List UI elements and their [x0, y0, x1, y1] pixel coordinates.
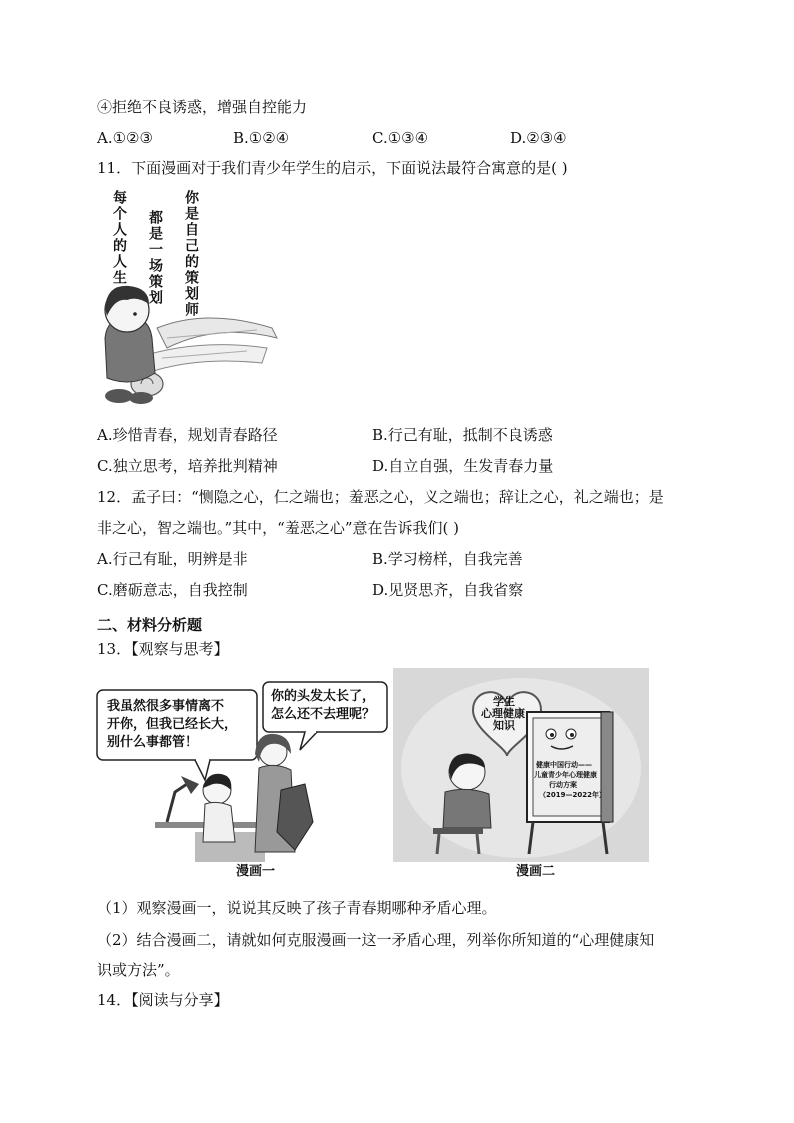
cartoon1-bubble-left-line2: 开你，但我已经长大，: [107, 717, 238, 732]
cartoon-text-col3: 你是自己的策划师: [183, 190, 199, 318]
q11-option-a: A.珍惜青春，规划青春路径: [97, 426, 278, 444]
q13-cartoon-1: [95, 672, 390, 882]
book-line4: （2019—2022年）: [539, 791, 606, 799]
cartoon1-bubble-left-line1: 我虽然很多事情离不: [107, 699, 225, 714]
q11-cartoon: [97, 188, 287, 410]
cartoon1-bubble-left-line3: 别什么事都管！: [107, 735, 199, 750]
q13-sub2-line1: （2）结合漫画二，请就如何克服漫画一这一矛盾心理，列举你所知道的“心理健康知: [97, 931, 655, 949]
q12-option-c: C.磨砺意志，自我控制: [97, 581, 248, 599]
q10-option-a: A.①②③: [97, 129, 153, 147]
cartoon2-illustration: [393, 668, 649, 862]
book-line1: 健康中国行动——: [536, 761, 592, 769]
cartoon1-bubble-right-line2: 怎么还不去理呢？: [271, 707, 376, 722]
cartoon-text-col1: 每个人的人生: [111, 190, 127, 286]
q11-option-c: C.独立思考，培养批判精神: [97, 457, 278, 475]
section-title: 二、材料分析题: [97, 616, 203, 634]
q12-stem-line2: 非之心，智之端也。”其中，“羞恶之心”意在告诉我们( ): [97, 519, 459, 537]
q10-option-d: D.②③④: [510, 129, 567, 147]
q12-option-d: D.见贤思齐，自我省察: [372, 581, 524, 599]
cartoon1-caption: 漫画一: [236, 864, 276, 879]
heart-line1: 学生: [493, 695, 515, 708]
q12-stem-line1: 12．孟子曰：“恻隐之心，仁之端也；羞恶之心，义之端也；辞让之心，礼之端也；是: [97, 488, 664, 506]
q13-cartoon-2: [393, 668, 649, 862]
q13-sub1: （1）观察漫画一，说说其反映了孩子青春期哪种矛盾心理。: [97, 899, 497, 917]
q11-option-b: B.行己有耻，抵制不良诱惑: [372, 426, 553, 444]
book-line2: 儿童青少年心理健康: [534, 771, 597, 779]
heart-line3: 知识: [493, 719, 515, 732]
heart-line2: 心理健康: [481, 707, 525, 720]
q12-option-b: B.学习榜样，自我完善: [372, 550, 523, 568]
q11-option-d: D.自立自强，生发青春力量: [372, 457, 554, 475]
q12-option-a: A.行己有耻，明辨是非: [97, 550, 248, 568]
q11-stem: 11．下面漫画对于我们青少年学生的启示，下面说法最符合寓意的是( ): [97, 159, 568, 177]
q10-option-b: B.①②④: [233, 129, 290, 147]
cartoon-text-col2: 都是一场策划: [147, 210, 163, 306]
book-line3: 行动方案: [549, 781, 577, 789]
q10-item-4: ④拒绝不良诱惑，增强自控能力: [97, 98, 308, 116]
q13-sub2-line2: 识或方法”。: [97, 961, 180, 979]
cartoon1-bubble-right-line1: 你的头发太长了，: [271, 689, 376, 704]
q14-stem: 14．【阅读与分享】: [97, 991, 229, 1009]
q13-stem: 13．【观察与思考】: [97, 640, 229, 658]
cartoon2-caption: 漫画二: [516, 864, 556, 879]
q10-option-c: C.①③④: [372, 129, 429, 147]
